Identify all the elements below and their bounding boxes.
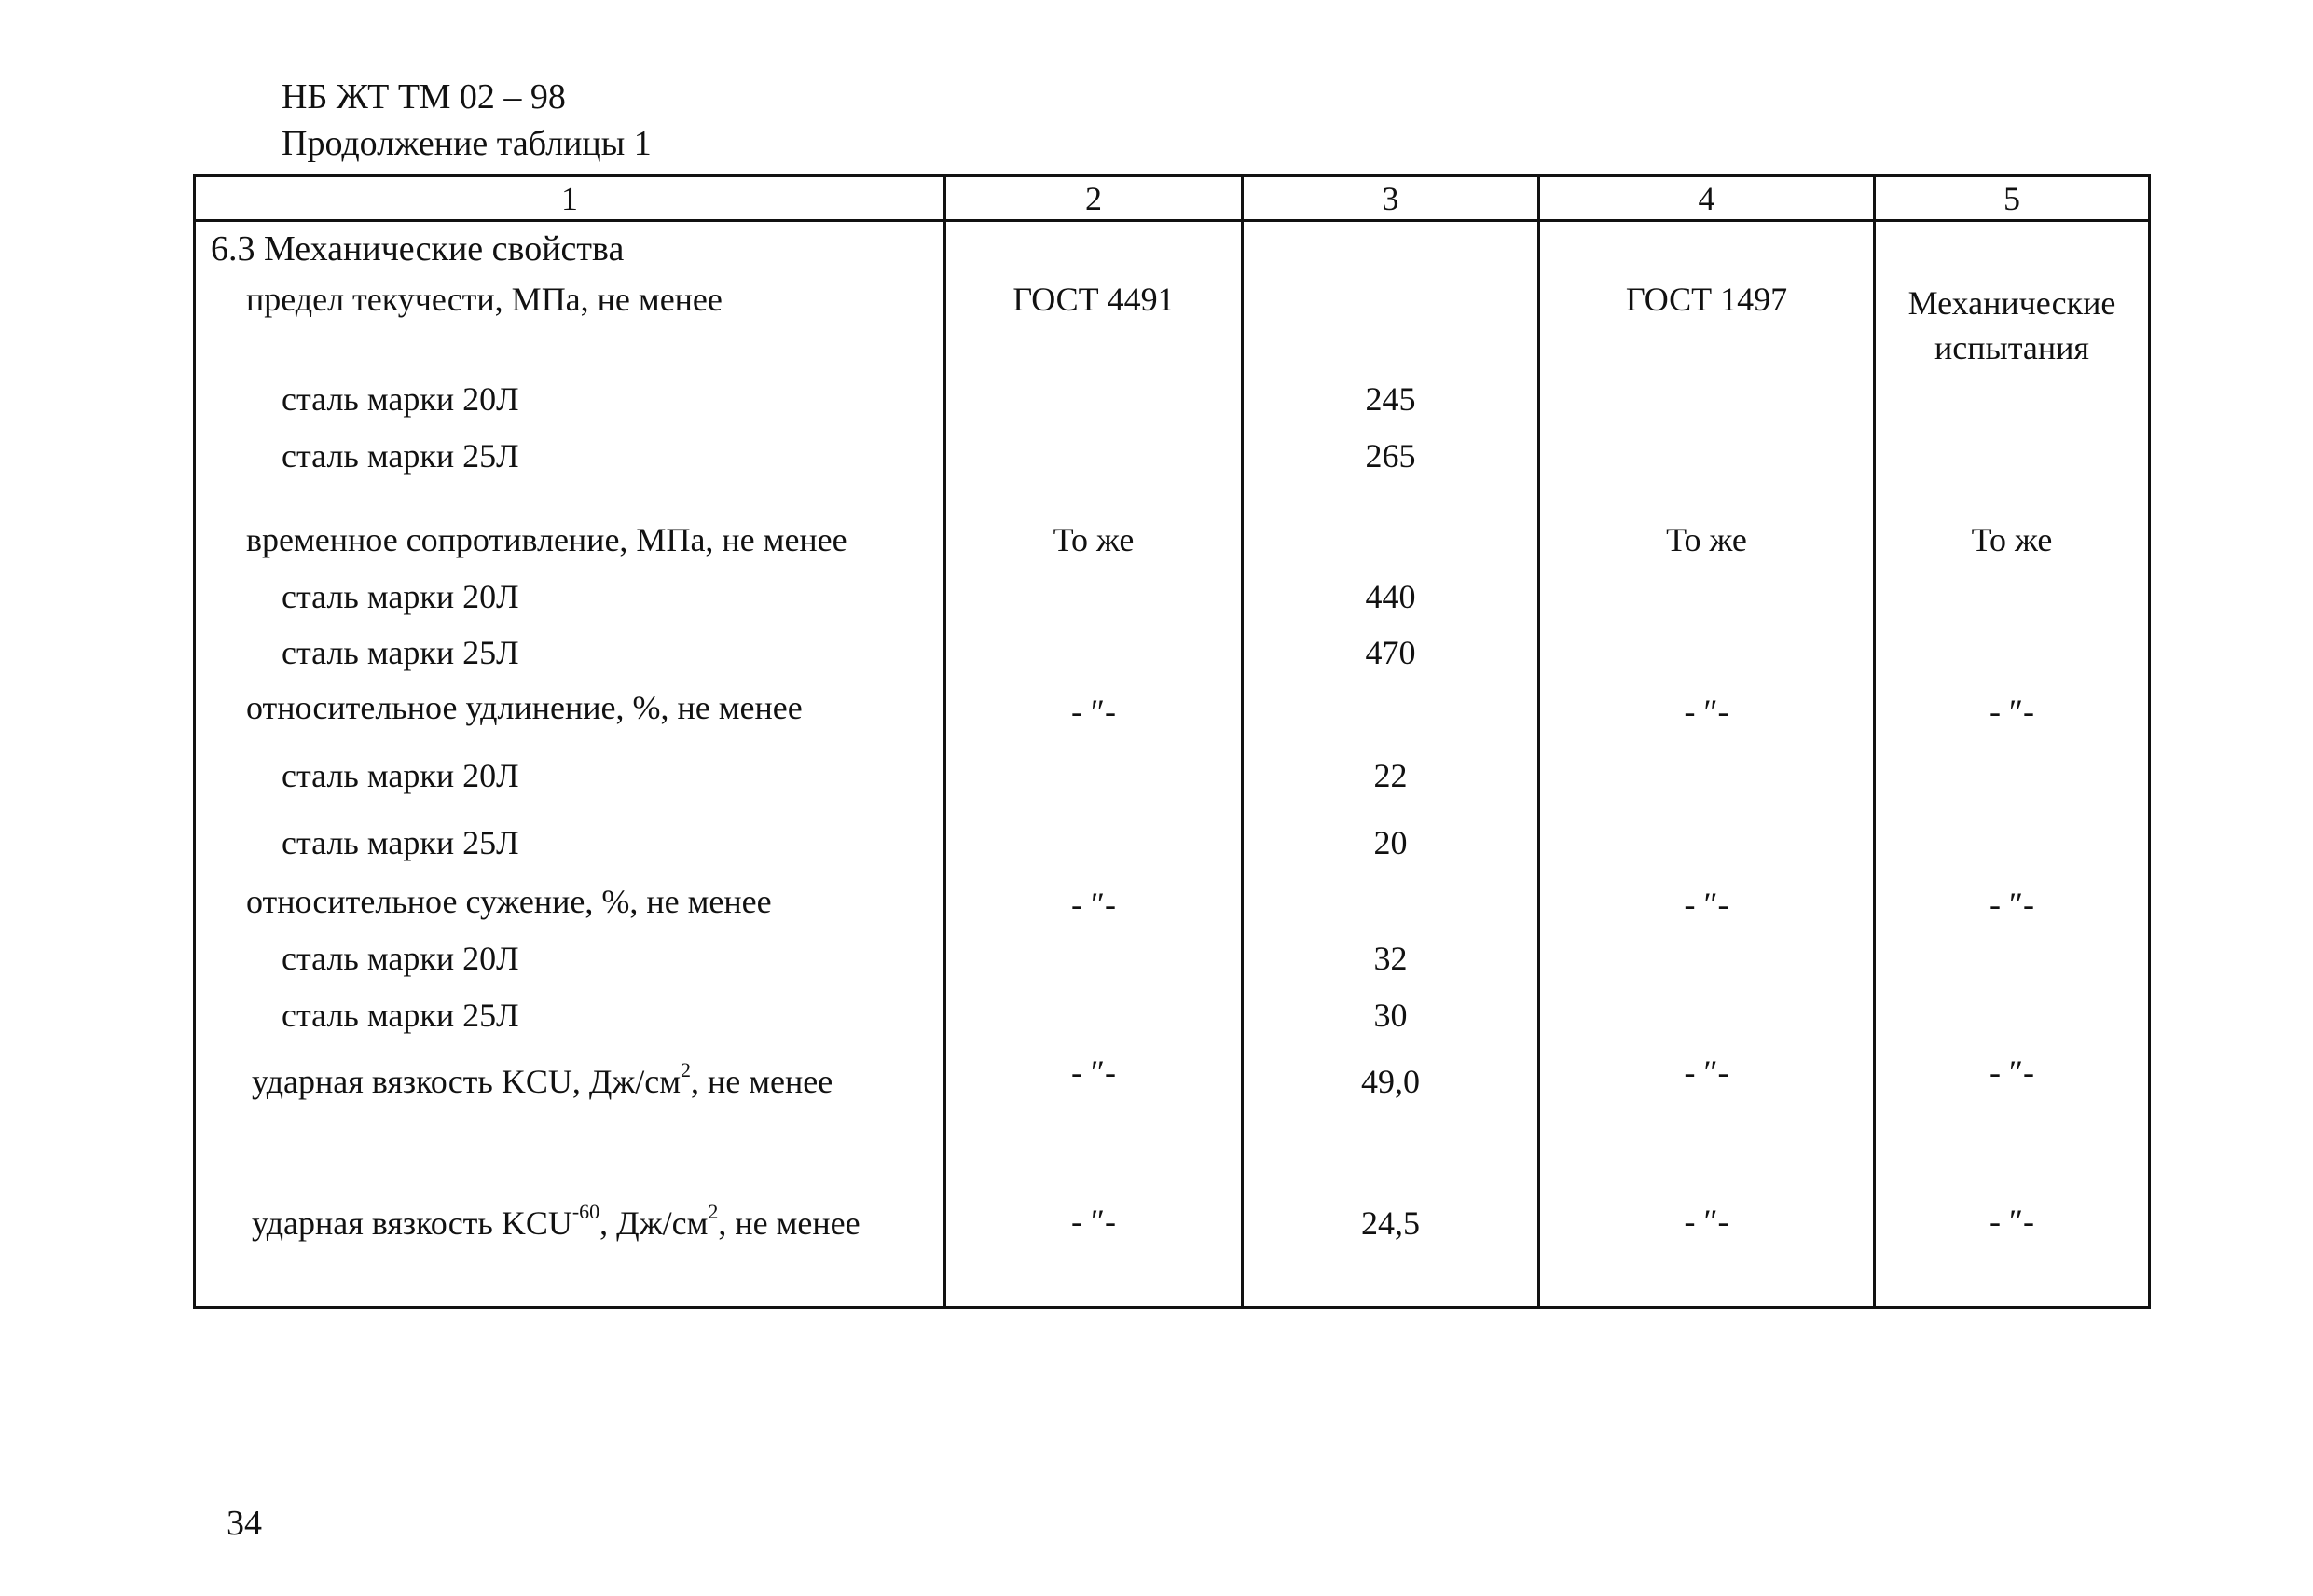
row-label: сталь марки 25Л bbox=[282, 437, 519, 475]
row-test-type: - ″- bbox=[1989, 886, 2034, 923]
row-value: 265 bbox=[1365, 437, 1416, 475]
row-test-type: Механические испытания bbox=[1907, 284, 2116, 366]
row-label: относительное удлинение, %, не менее bbox=[246, 689, 803, 726]
row-standard: ГОСТ 4491 bbox=[1012, 281, 1175, 318]
header-row-divider bbox=[196, 219, 2148, 222]
row-value: 30 bbox=[1373, 997, 1408, 1034]
superscript: 2 bbox=[681, 1058, 692, 1081]
row-method-standard: - ″- bbox=[1684, 1203, 1729, 1240]
row-standard: - ″- bbox=[1071, 693, 1116, 730]
superscript: 2 bbox=[708, 1200, 719, 1223]
row-method-standard: То же bbox=[1666, 521, 1747, 558]
row-value: 440 bbox=[1365, 578, 1416, 615]
row-method-standard: ГОСТ 1497 bbox=[1625, 281, 1788, 318]
properties-table bbox=[193, 174, 2151, 1309]
row-test-type: - ″- bbox=[1989, 1053, 2034, 1091]
row-label: сталь марки 25Л bbox=[282, 997, 519, 1034]
row-label-text: , не менее bbox=[691, 1063, 833, 1100]
column-divider bbox=[1241, 177, 1244, 1306]
row-label: сталь марки 25Л bbox=[282, 634, 519, 671]
row-method-standard: - ″- bbox=[1684, 1053, 1729, 1091]
row-standard: - ″- bbox=[1071, 1053, 1116, 1091]
row-label bbox=[252, 1058, 833, 1100]
column-divider bbox=[1537, 177, 1540, 1306]
row-label-text: , Дж/см bbox=[599, 1204, 709, 1242]
row-label: сталь марки 20Л bbox=[282, 757, 519, 794]
page-number: 34 bbox=[227, 1504, 262, 1543]
column-number-2: 2 bbox=[1085, 180, 1102, 217]
row-standard: - ″- bbox=[1071, 886, 1116, 923]
row-label: временное сопротивление, МПа, не менее bbox=[246, 521, 847, 558]
section-title: 6.3 Механические свойства bbox=[211, 229, 625, 268]
row-label: сталь марки 20Л bbox=[282, 578, 519, 615]
row-value: 20 bbox=[1373, 824, 1408, 861]
row-label-text: ударная вязкость KCU, Дж/см bbox=[252, 1063, 682, 1100]
row-value: 22 bbox=[1373, 757, 1408, 794]
row-test-type: - ″- bbox=[1989, 1203, 2034, 1240]
row-label-text: ударная вязкость KCU bbox=[252, 1204, 572, 1242]
document-code: НБ ЖТ ТМ 02 – 98 bbox=[282, 77, 566, 117]
table-continuation-caption: Продолжение таблицы 1 bbox=[282, 124, 652, 163]
column-divider bbox=[943, 177, 946, 1306]
column-number-1: 1 bbox=[561, 180, 578, 217]
row-label bbox=[252, 1200, 860, 1242]
row-value: 49,0 bbox=[1361, 1063, 1420, 1100]
row-label: предел текучести, МПа, не менее bbox=[246, 281, 723, 318]
row-test-type: - ″- bbox=[1989, 693, 2034, 730]
row-value: 470 bbox=[1365, 634, 1416, 671]
row-value: 32 bbox=[1373, 940, 1408, 977]
row-test-type: То же bbox=[1971, 521, 2053, 558]
row-label: сталь марки 20Л bbox=[282, 940, 519, 977]
row-standard: - ″- bbox=[1071, 1203, 1116, 1240]
column-number-5: 5 bbox=[2003, 180, 2020, 217]
row-method-standard: - ″- bbox=[1684, 693, 1729, 730]
superscript: -60 bbox=[571, 1200, 600, 1223]
row-label: относительное сужение, %, не менее bbox=[246, 883, 772, 920]
row-method-standard: - ″- bbox=[1684, 886, 1729, 923]
column-number-4: 4 bbox=[1698, 180, 1715, 217]
row-label: сталь марки 20Л bbox=[282, 380, 519, 418]
row-label: сталь марки 25Л bbox=[282, 824, 519, 861]
row-value: 24,5 bbox=[1361, 1204, 1420, 1242]
row-standard: То же bbox=[1053, 521, 1135, 558]
row-label-text: , не менее bbox=[718, 1204, 860, 1242]
row-value: 245 bbox=[1365, 380, 1416, 418]
column-number-3: 3 bbox=[1382, 180, 1399, 217]
